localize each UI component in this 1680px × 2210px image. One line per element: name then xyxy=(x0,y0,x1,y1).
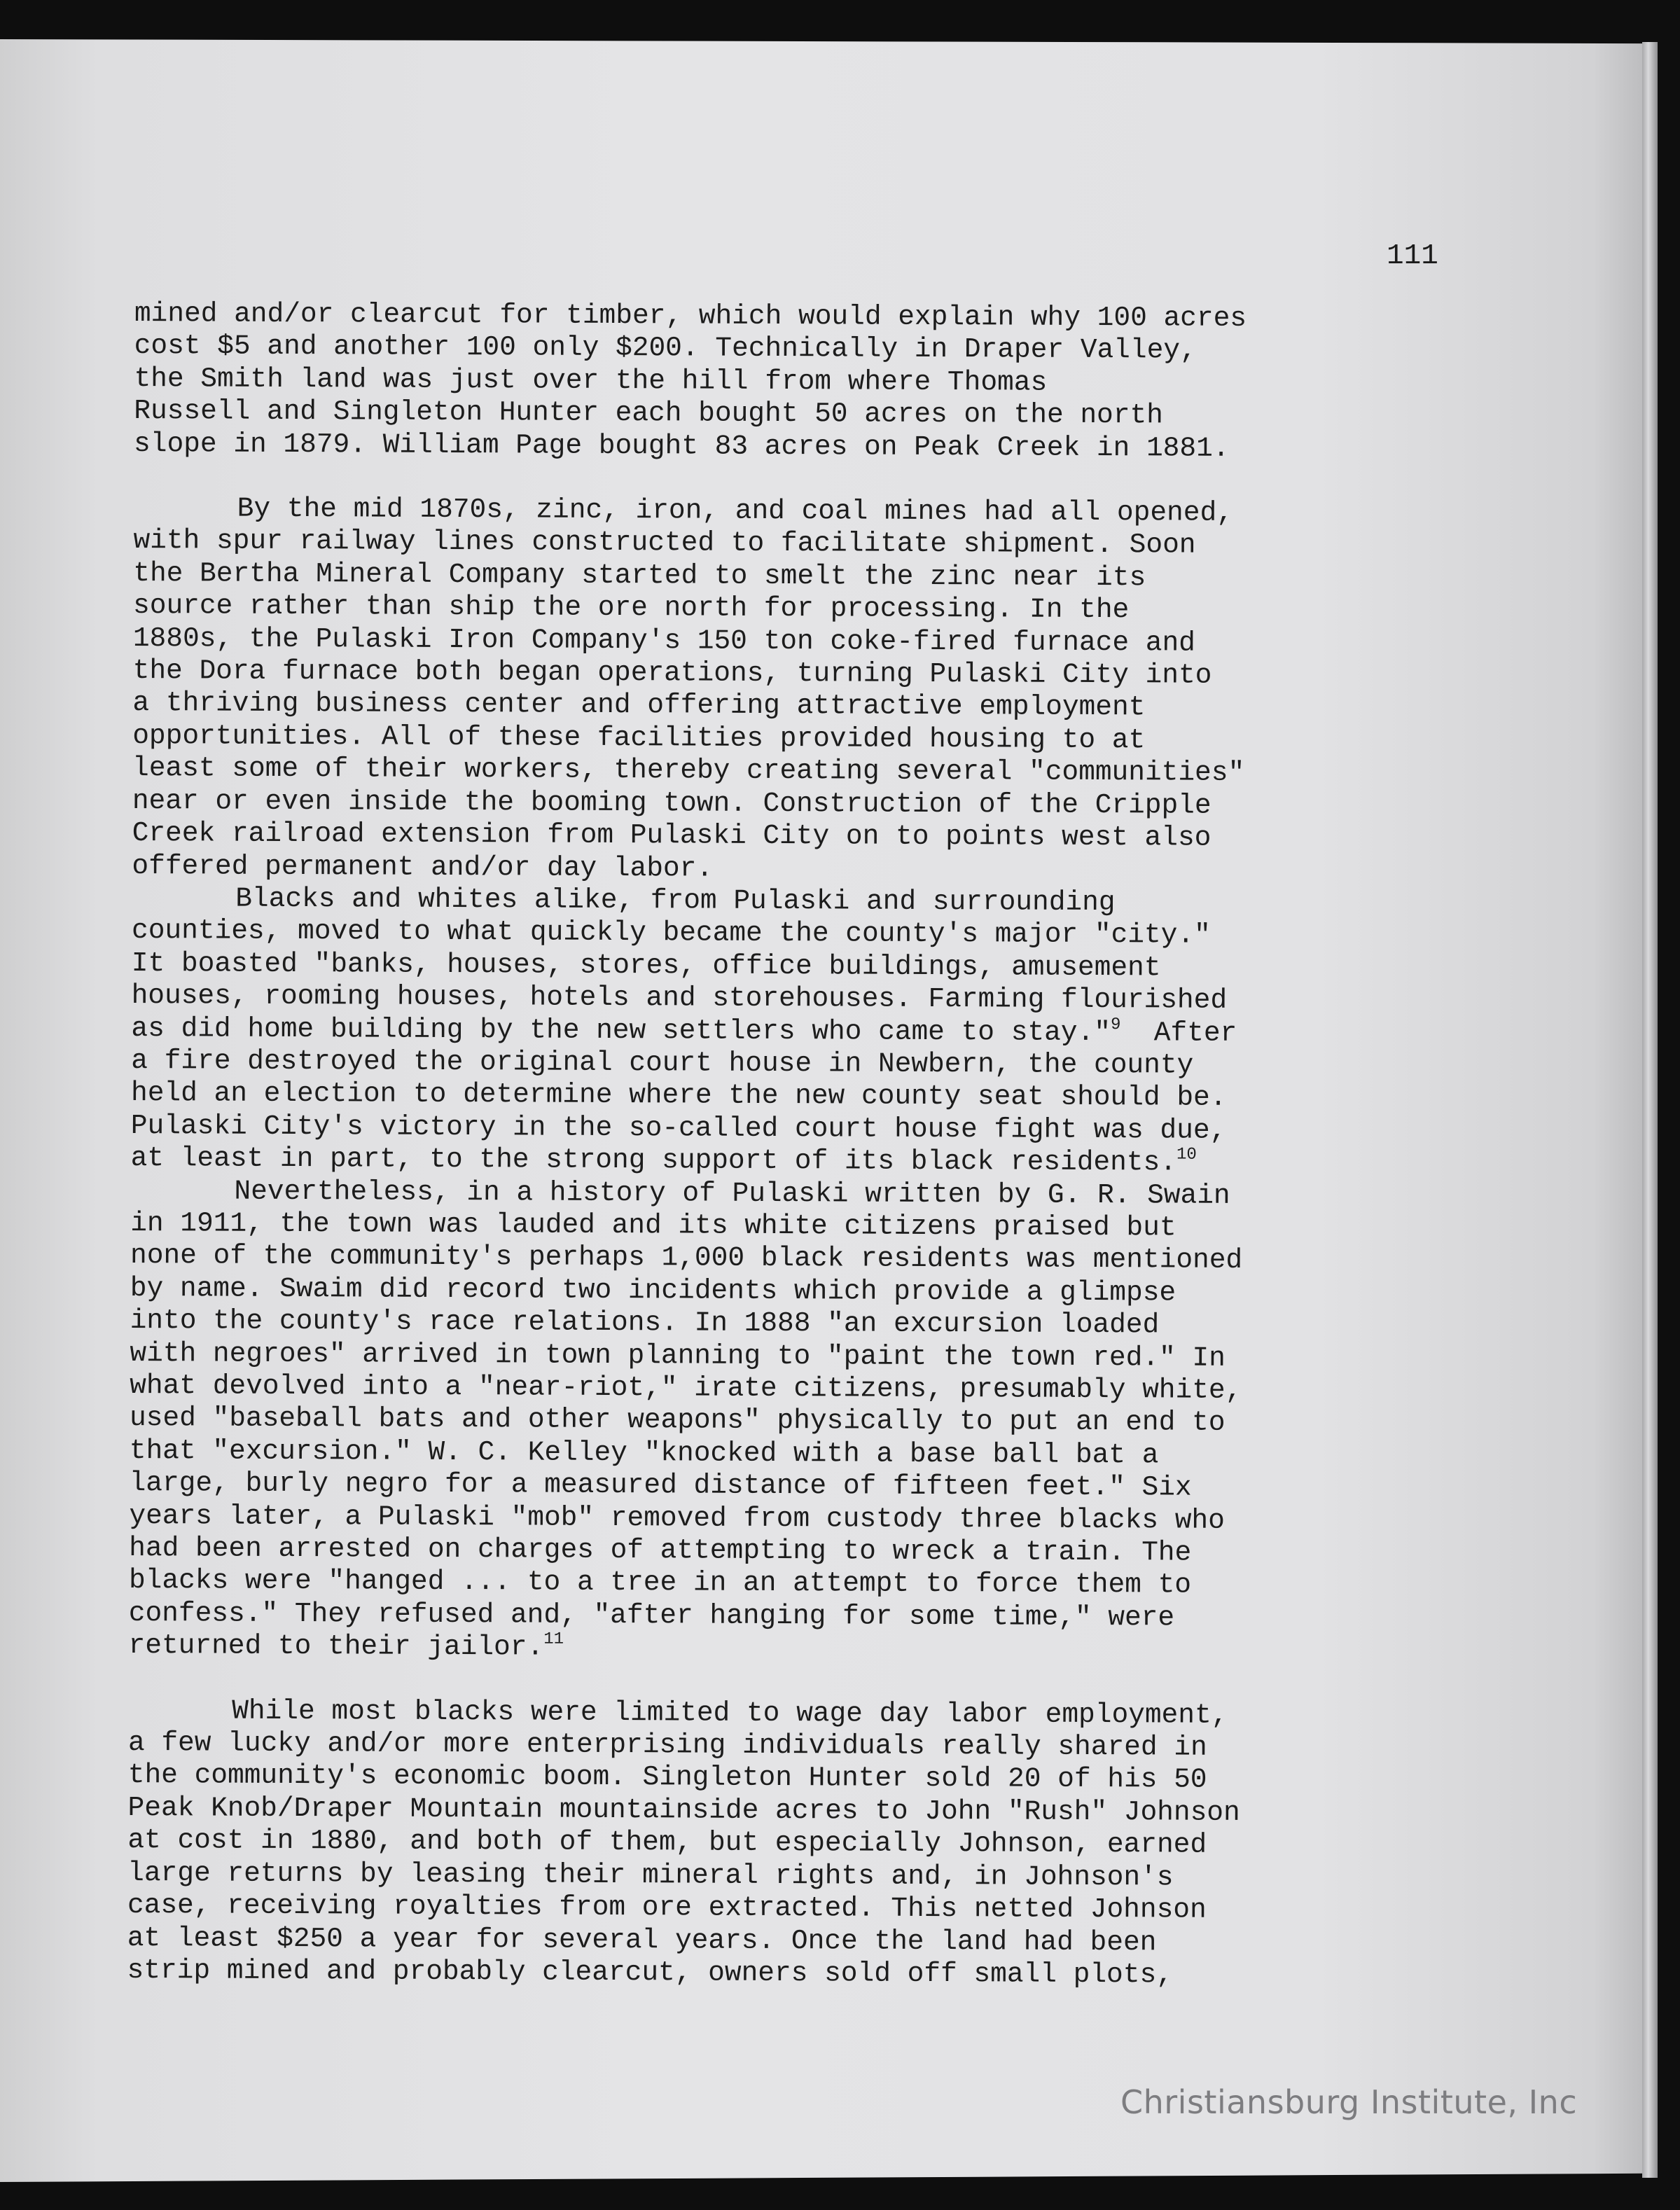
footnote-marker-11: 11 xyxy=(543,1629,564,1649)
footnote-marker-10: 10 xyxy=(1176,1145,1197,1165)
page-number: 111 xyxy=(1387,240,1438,272)
paragraph-5: While most blacks were limited to wage day labor employment, a few lucky and/or more enterprising individuals really shared in the community's economic boom. Singleton Hunter sold 20 of his 50 Peak Knob/Draper Mountain mountainside acres to John "Rush" Johnson at cost in 1880, and both of them, but especially Johnson, earned large returns by leasing their mineral rights and, in Johnson's case, receiving royalties from ore extracted. This netted Johnson at least $250 a year for several years. Once the land had been strip mined and probably clearcut, owners sold off small plots, xyxy=(127,1695,1240,1991)
watermark: Christiansburg Institute, Inc xyxy=(1120,2083,1578,2121)
paragraph-3: Blacks and whites alike, from Pulaski and surrounding counties, moved to what quickly became the county's major "city." It boasted "banks, houses, stores, office buildings, amusement houses, rooming houses, hotels and storehouses. Farming flourished as did home building by the new settlers who came to stay."$^9$ After a fire destroyed the original court house in Newbern, the county held an election to determine where the new county seat should be. Pulaski City's victory in the so-called court house fight was due, at least in part, to the strong support of its black residents.$^{10}$ xyxy=(130,882,1237,1179)
page-edge xyxy=(1642,42,1658,2178)
paragraph-4: Nevertheless, in a history of Pulaski written by G. R. Swain in 1911, the town was lauded and its white citizens praised but none of the community's perhaps 1,000 black residents was mentioned by name. Swaim did record two incidents which provide a glimpse into the county's race relations. In 1888 "an excursion loaded with negroes" arrived in town planning to "paint the town red." In what devolved into a "near-riot," irate citizens, presumably white, used "baseball bats and other weapons" physically to put an end to that "excursion." W. C. Kelley "knocked with a base ball bat a large, burly negro for a measured distance of fifteen feet." Six years later, a Pulaski "mob" removed from custody three blacks who had been arrested on charges of attempting to wreck a train. The blacks were "hanged ... to a tree in an attempt to force them to confess." They refused and, "after hanging for some time," were returned to their jailor.$^{11}$ xyxy=(128,1175,1243,1663)
footnote-marker-9: 9 xyxy=(1110,1015,1121,1034)
paragraph-2: By the mid 1870s, zinc, iron, and coal mines had all opened, with spur railway lines constructed to facilitate shipment. Soon the Bertha Mineral Company started to smelt the zinc near its source rather than ship the ore north for processing. In the 1880s, the Pulaski Iron Company's 150 ton coke-fired furnace and the Dora furnace both began operations, turning Pulaski City into a thriving business center and offering attractive employment opportunities. All of these facilities provided housing to at least some of their workers, thereby creating several "communities" near or even inside the booming town. Construction of the Cripple Creek railroad extension from Pulaski City on to points west also offered permanent and/or day labor. xyxy=(132,492,1245,884)
paragraph-1: mined and/or clearcut for timber, which would explain why 100 acres cost $5 and another 100 only $200. Technically in Draper Valley, the Smith land was just over the hill from where Thomas Russell and Singleton Hunter each bought 50 acres on the north slope in 1879. William Page bought 83 acres on Peak Creek in 1881. xyxy=(133,298,1247,464)
body-text xyxy=(127,298,1445,1992)
